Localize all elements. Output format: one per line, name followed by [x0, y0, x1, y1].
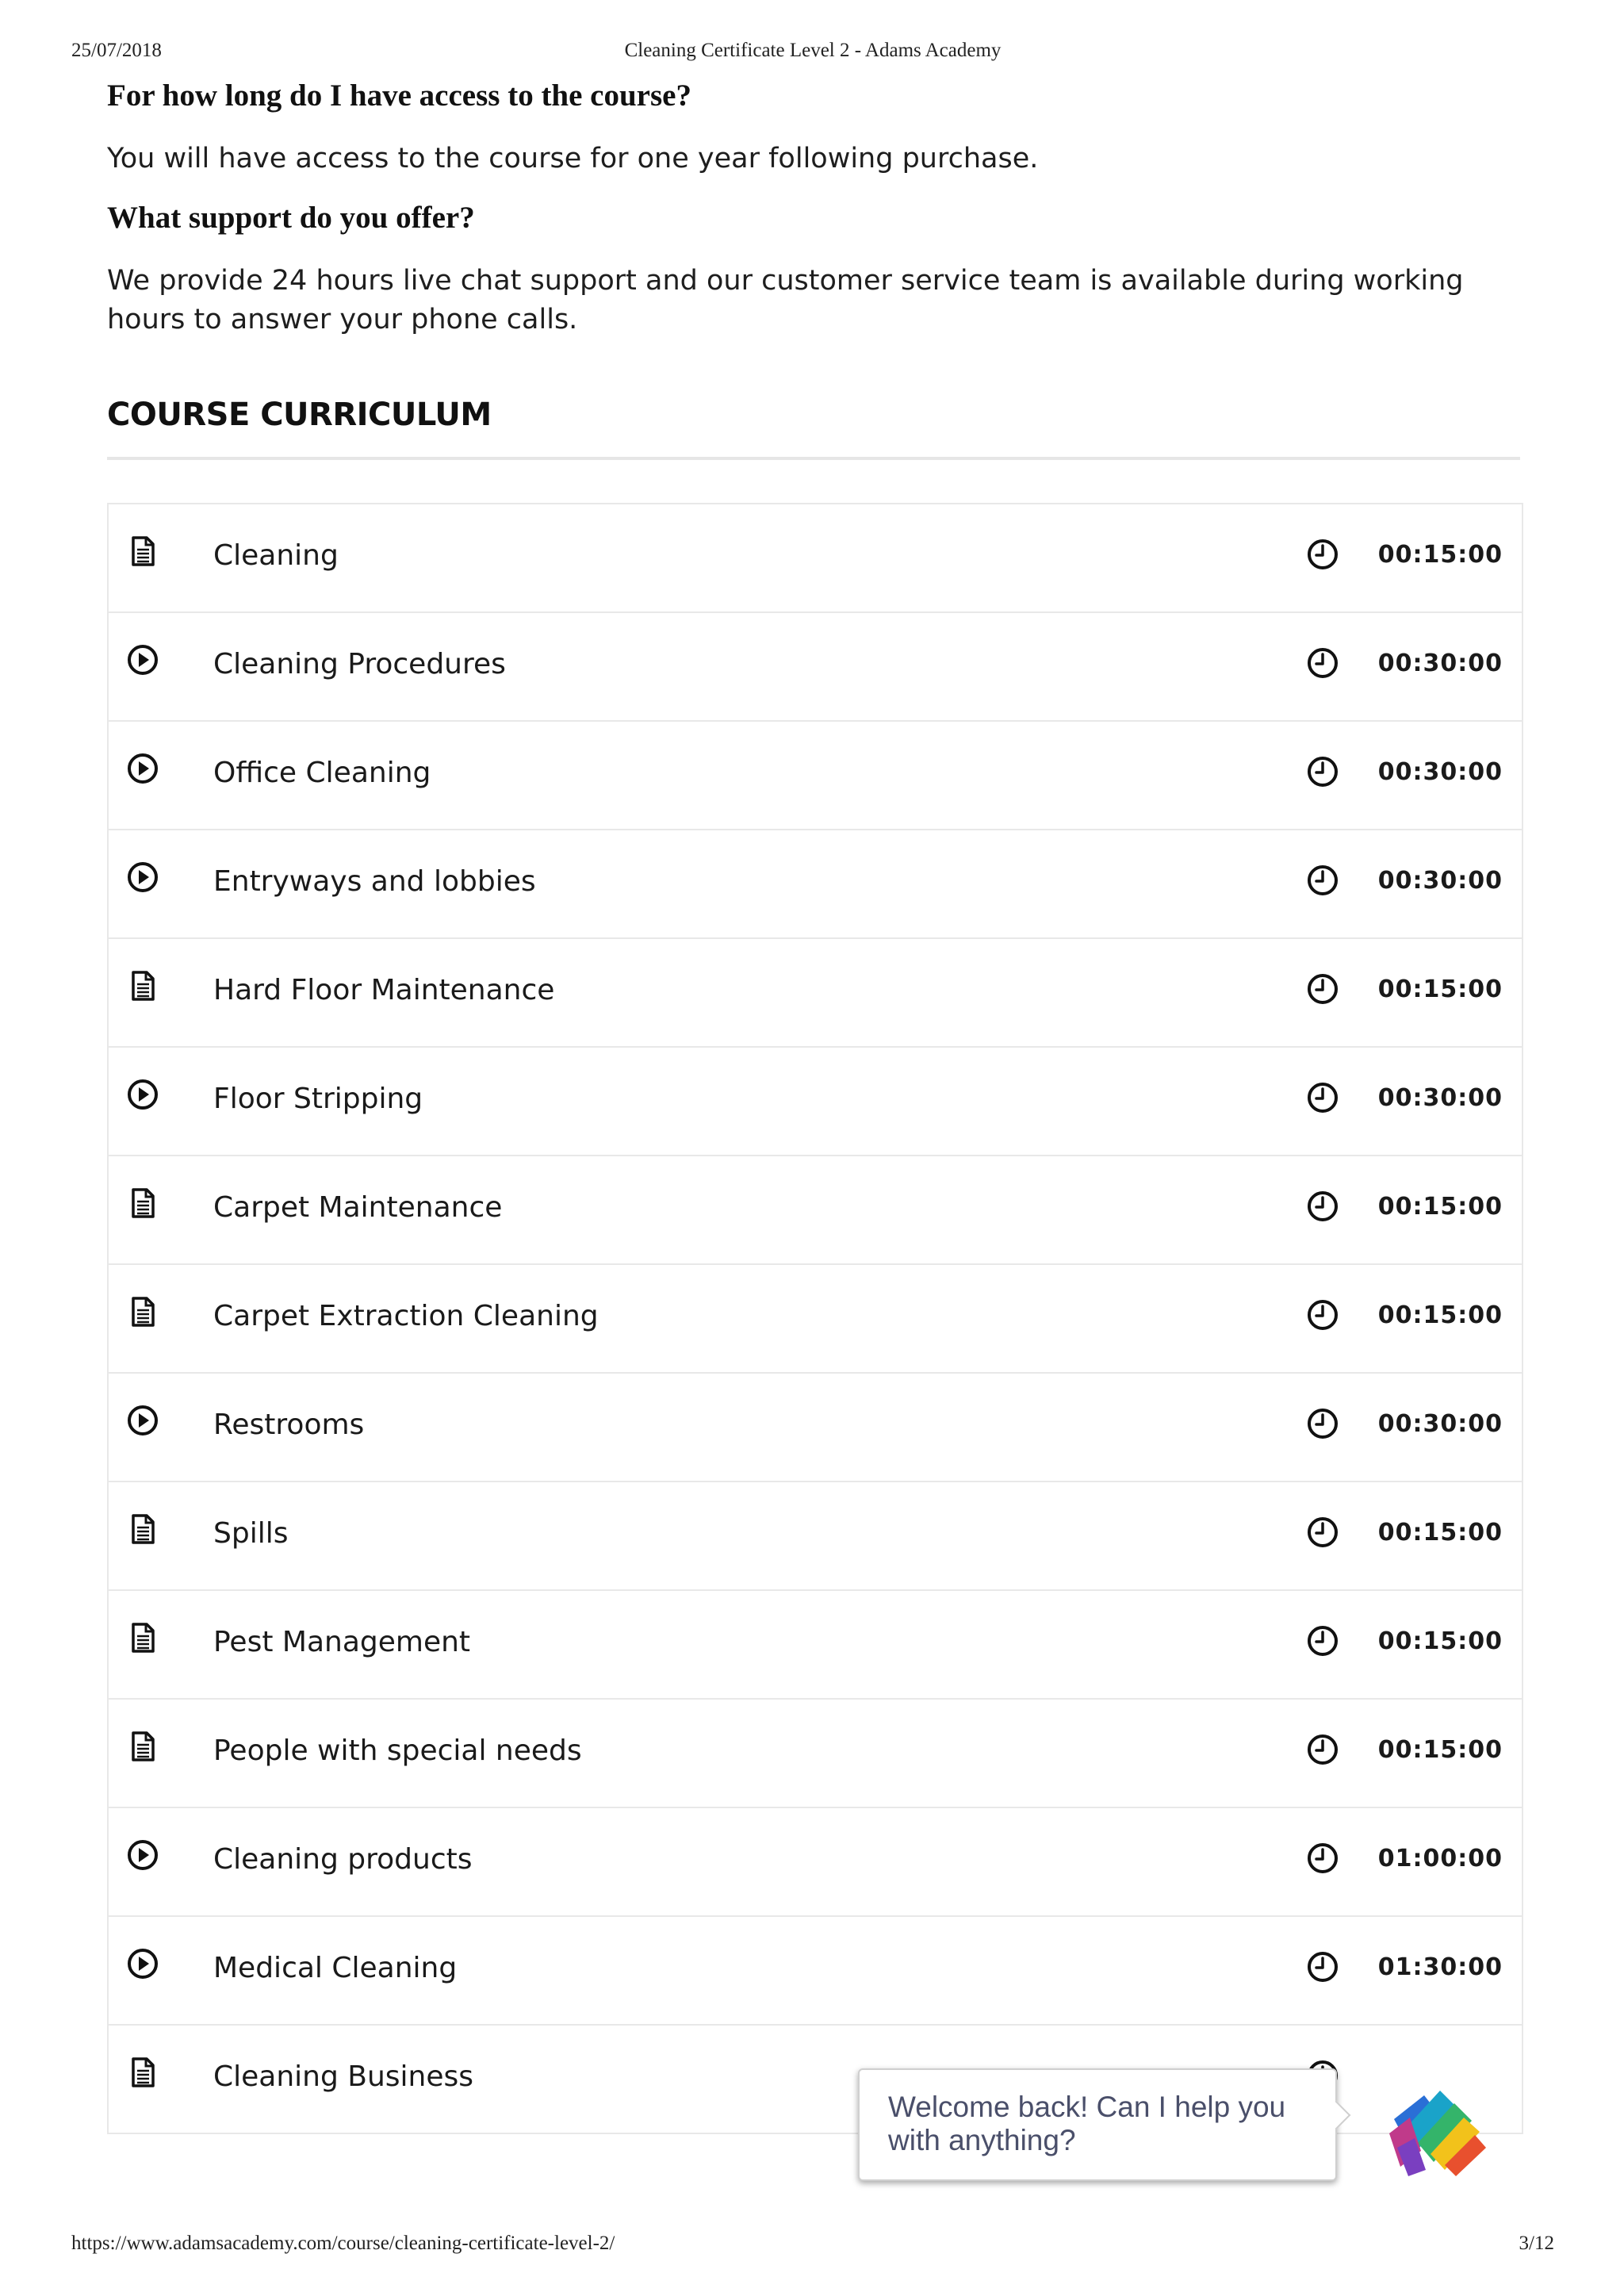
- document-icon: [126, 1512, 159, 1546]
- document-icon: [126, 1730, 159, 1763]
- clock-icon: [1306, 1624, 1339, 1658]
- section-divider: [107, 457, 1520, 460]
- clock-icon: [1306, 538, 1339, 571]
- unit-title[interactable]: Cleaning Business: [213, 2060, 474, 2093]
- curriculum-row[interactable]: [109, 722, 1522, 830]
- document-icon: [126, 1295, 159, 1328]
- curriculum-row[interactable]: [109, 1808, 1522, 1917]
- clock-icon: [1306, 1407, 1339, 1440]
- unit-title[interactable]: Cleaning products: [213, 1843, 473, 1876]
- unit-duration: 01:00:00: [1377, 1845, 1503, 1872]
- curriculum-list: [107, 503, 1523, 2134]
- curriculum-row[interactable]: [109, 1374, 1522, 1482]
- unit-title[interactable]: Restrooms: [213, 1409, 365, 1441]
- curriculum-row[interactable]: [109, 1482, 1522, 1591]
- unit-title[interactable]: Cleaning Procedures: [213, 648, 506, 680]
- curriculum-row[interactable]: [109, 1048, 1522, 1156]
- unit-duration: 00:15:00: [1377, 541, 1503, 569]
- unit-title[interactable]: Cleaning: [213, 539, 339, 572]
- unit-title[interactable]: People with special needs: [213, 1734, 582, 1767]
- curriculum-row[interactable]: [109, 1591, 1522, 1700]
- unit-title[interactable]: Entryways and lobbies: [213, 865, 536, 898]
- curriculum-row[interactable]: [109, 613, 1522, 722]
- print-footer: [71, 2233, 1554, 2260]
- clock-icon: [1306, 755, 1339, 788]
- faq-answer: We provide 24 hours live chat support and our customer service team is available during working hours to answer your phone calls.: [107, 265, 1464, 335]
- page-number: 3/12: [1519, 2233, 1554, 2254]
- unit-duration: 00:30:00: [1377, 650, 1503, 677]
- print-header: [71, 40, 1554, 67]
- print-url: https://www.adamsacademy.com/course/cleaning-certificate-level-2/: [71, 2233, 615, 2254]
- play-icon: [126, 1404, 159, 1437]
- document-icon: [126, 1621, 159, 1654]
- unit-duration: 00:15:00: [1377, 1301, 1503, 1329]
- clock-icon: [1306, 1081, 1339, 1114]
- curriculum-row[interactable]: [109, 1700, 1522, 1808]
- curriculum-row[interactable]: [109, 1156, 1522, 1265]
- curriculum-row[interactable]: [109, 504, 1522, 613]
- unit-duration: 00:30:00: [1377, 758, 1503, 786]
- chat-greeting-text: Welcome back! Can I help you with anything?: [888, 2091, 1286, 2156]
- curriculum-row[interactable]: [109, 1917, 1522, 2026]
- unit-title[interactable]: Office Cleaning: [213, 757, 431, 789]
- play-icon: [126, 1838, 159, 1872]
- chat-logo-icon[interactable]: [1378, 2072, 1497, 2183]
- section-title: COURSE CURRICULUM: [107, 397, 492, 433]
- play-icon: [126, 1947, 159, 1980]
- unit-title[interactable]: Spills: [213, 1517, 289, 1550]
- print-date: 25/07/2018: [71, 40, 162, 61]
- document-icon: [126, 2056, 159, 2089]
- unit-title[interactable]: Pest Management: [213, 1626, 471, 1658]
- faq-question: What support do you offer?: [107, 201, 475, 235]
- unit-title[interactable]: Floor Stripping: [213, 1083, 423, 1115]
- play-icon: [126, 861, 159, 894]
- clock-icon: [1306, 1516, 1339, 1549]
- unit-duration: 00:15:00: [1377, 1519, 1503, 1547]
- document-icon: [126, 969, 159, 1002]
- unit-title[interactable]: Hard Floor Maintenance: [213, 974, 555, 1006]
- faq-question: For how long do I have access to the course?: [107, 79, 691, 113]
- curriculum-row[interactable]: [109, 1265, 1522, 1374]
- curriculum-row[interactable]: [109, 830, 1522, 939]
- unit-duration: 00:30:00: [1377, 867, 1503, 895]
- clock-icon: [1306, 1950, 1339, 1984]
- unit-title[interactable]: Carpet Extraction Cleaning: [213, 1300, 599, 1332]
- unit-title[interactable]: Medical Cleaning: [213, 1952, 458, 1984]
- unit-duration: 00:15:00: [1377, 976, 1503, 1003]
- play-icon: [126, 1078, 159, 1111]
- unit-duration: 00:30:00: [1377, 1084, 1503, 1112]
- clock-icon: [1306, 972, 1339, 1006]
- unit-duration: 00:15:00: [1377, 1736, 1503, 1764]
- print-page-title: Cleaning Certificate Level 2 - Adams Academy: [624, 40, 1002, 61]
- unit-duration: 01:30:00: [1377, 1953, 1503, 1981]
- faq-answer: You will have access to the course for one year following purchase.: [107, 143, 1039, 174]
- document-icon: [126, 535, 159, 568]
- clock-icon: [1306, 1733, 1339, 1766]
- unit-duration: 00:30:00: [1377, 1410, 1503, 1438]
- clock-icon: [1306, 1190, 1339, 1223]
- document-icon: [126, 1186, 159, 1220]
- curriculum-row[interactable]: [109, 939, 1522, 1048]
- clock-icon: [1306, 646, 1339, 680]
- unit-duration: 00:15:00: [1377, 1627, 1503, 1655]
- unit-title[interactable]: Carpet Maintenance: [213, 1191, 503, 1224]
- chat-greeting-bubble[interactable]: [858, 2068, 1337, 2181]
- clock-icon: [1306, 1298, 1339, 1332]
- clock-icon: [1306, 864, 1339, 897]
- play-icon: [126, 643, 159, 677]
- unit-duration: 00:15:00: [1377, 1193, 1503, 1221]
- clock-icon: [1306, 1842, 1339, 1875]
- play-icon: [126, 752, 159, 785]
